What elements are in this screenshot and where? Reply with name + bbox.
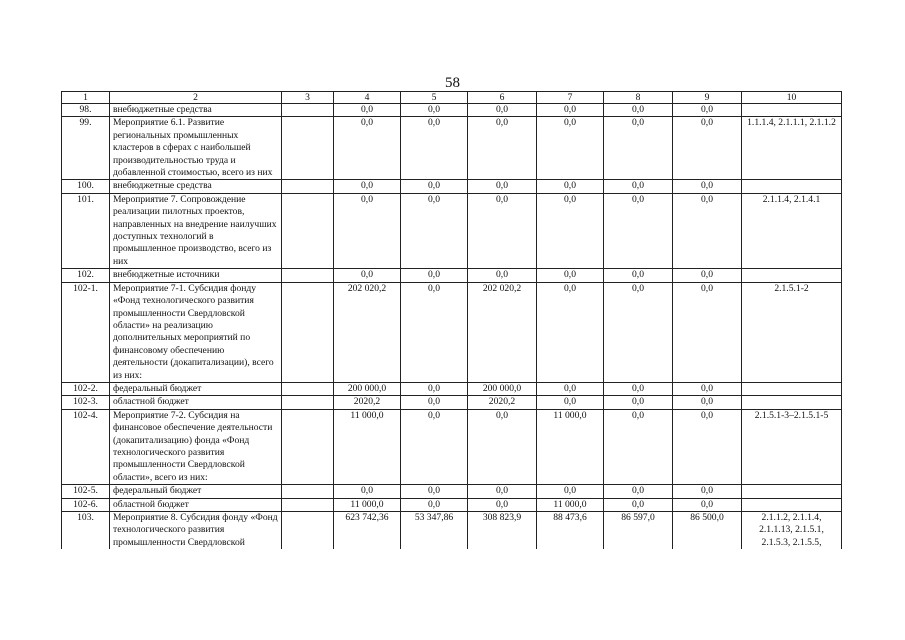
cell-col8: 0,0 xyxy=(604,498,673,511)
cell-col4: 0,0 xyxy=(334,193,401,268)
cell-col5: 0,0 xyxy=(401,180,468,193)
cell-col3 xyxy=(282,180,334,193)
table-row xyxy=(62,104,842,117)
cell-col3 xyxy=(282,104,334,117)
row-number: 102-4. xyxy=(62,409,110,484)
cell-col3 xyxy=(282,485,334,498)
cell-col3 xyxy=(282,512,334,550)
cell-col4: 0,0 xyxy=(334,104,401,117)
cell-col6: 0,0 xyxy=(468,498,537,511)
cell-col6: 0,0 xyxy=(468,180,537,193)
cell-col5: 0,0 xyxy=(401,382,468,395)
cell-col7: 0,0 xyxy=(537,104,604,117)
row-number: 99. xyxy=(62,117,110,180)
cell-col10 xyxy=(742,396,842,409)
cell-col10 xyxy=(742,104,842,117)
cell-col9: 0,0 xyxy=(673,396,742,409)
cell-col9: 0,0 xyxy=(673,180,742,193)
cell-col4: 0,0 xyxy=(334,485,401,498)
row-name: внебюджетные средства xyxy=(110,104,282,117)
cell-col9: 0,0 xyxy=(673,498,742,511)
cell-col6: 0,0 xyxy=(468,269,537,282)
page-number: 58 xyxy=(445,75,460,91)
cell-col9: 0,0 xyxy=(673,117,742,180)
table-row xyxy=(62,180,842,193)
cell-col10: 2.1.5.1-2 xyxy=(742,282,842,382)
cell-col7: 11 000,0 xyxy=(537,498,604,511)
row-name: областной бюджет xyxy=(110,498,282,511)
cell-col3 xyxy=(282,409,334,484)
cell-col9: 0,0 xyxy=(673,409,742,484)
cell-col6: 308 823,9 xyxy=(468,512,537,550)
cell-col7: 0,0 xyxy=(537,180,604,193)
cell-col8: 0,0 xyxy=(604,269,673,282)
table-row xyxy=(62,117,842,180)
cell-col9: 0,0 xyxy=(673,282,742,382)
cell-col6: 0,0 xyxy=(468,409,537,484)
cell-col8: 0,0 xyxy=(604,409,673,484)
cell-col4: 0,0 xyxy=(334,180,401,193)
table-row xyxy=(62,193,842,268)
row-name: федеральный бюджет xyxy=(110,485,282,498)
cell-col9: 86 500,0 xyxy=(673,512,742,550)
row-name: Мероприятие 7-2. Субсидия на финансовое обеспечение деятельности (докапитализацию) фонда «Фонд технологического развития промышленности Свердловской области», всего из них: xyxy=(110,409,282,484)
row-number: 102-5. xyxy=(62,485,110,498)
cell-col5: 0,0 xyxy=(401,193,468,268)
cell-col10 xyxy=(742,269,842,282)
cell-col6: 2020,2 xyxy=(468,396,537,409)
row-number: 102-2. xyxy=(62,382,110,395)
column-header: 2 xyxy=(110,92,282,104)
column-header: 3 xyxy=(282,92,334,104)
cell-col8: 0,0 xyxy=(604,282,673,382)
row-name: Мероприятие 7. Сопровождение реализации пилотных проектов, направленных на внедрение наилучших доступных технологий в промышленное производство, всего из них xyxy=(110,193,282,268)
cell-col7: 0,0 xyxy=(537,485,604,498)
row-name: Мероприятие 7-1. Субсидия фонду «Фонд технологического развития промышленности Свердловской области» на реализацию дополнительных мероприятий по финансовому обеспечению деятельности (докапитализации), всего из них: xyxy=(110,282,282,382)
column-header: 7 xyxy=(537,92,604,104)
cell-col5: 0,0 xyxy=(401,396,468,409)
cell-col7: 11 000,0 xyxy=(537,409,604,484)
row-number: 100. xyxy=(62,180,110,193)
row-name: федеральный бюджет xyxy=(110,382,282,395)
column-header: 4 xyxy=(334,92,401,104)
cell-col9: 0,0 xyxy=(673,104,742,117)
cell-col5: 53 347,86 xyxy=(401,512,468,550)
row-number: 98. xyxy=(62,104,110,117)
cell-col9: 0,0 xyxy=(673,485,742,498)
column-header: 9 xyxy=(673,92,742,104)
cell-col4: 202 020,2 xyxy=(334,282,401,382)
cell-col4: 0,0 xyxy=(334,117,401,180)
cell-col3 xyxy=(282,498,334,511)
cell-col3 xyxy=(282,382,334,395)
table-row xyxy=(62,409,842,484)
cell-col10: 1.1.1.4, 2.1.1.1, 2.1.1.2 xyxy=(742,117,842,180)
cell-col5: 0,0 xyxy=(401,269,468,282)
cell-col8: 0,0 xyxy=(604,485,673,498)
cell-col10 xyxy=(742,180,842,193)
cell-col5: 0,0 xyxy=(401,104,468,117)
cell-col8: 0,0 xyxy=(604,193,673,268)
cell-col9: 0,0 xyxy=(673,193,742,268)
column-header: 5 xyxy=(401,92,468,104)
row-number: 102. xyxy=(62,269,110,282)
row-name: внебюджетные источники xyxy=(110,269,282,282)
cell-col8: 0,0 xyxy=(604,180,673,193)
cell-col4: 11 000,0 xyxy=(334,409,401,484)
row-number: 102-6. xyxy=(62,498,110,511)
cell-col7: 0,0 xyxy=(537,269,604,282)
row-number: 103. xyxy=(62,512,110,550)
cell-col4: 0,0 xyxy=(334,269,401,282)
cell-col5: 0,0 xyxy=(401,409,468,484)
cell-col6: 0,0 xyxy=(468,193,537,268)
table-row xyxy=(62,269,842,282)
row-number: 102-3. xyxy=(62,396,110,409)
cell-col7: 0,0 xyxy=(537,193,604,268)
column-header: 10 xyxy=(742,92,842,104)
table-row xyxy=(62,498,842,511)
row-name: Мероприятие 6.1. Развитие региональных промышленных кластеров в сферах с наибольшей производительностью труда и добавленной стоимостью, всего из них xyxy=(110,117,282,180)
budget-table xyxy=(61,91,842,549)
cell-col10: 2.1.1.2, 2.1.1.4, 2.1.1.13, 2.1.5.1, 2.1.5.3, 2.1.5.5, xyxy=(742,512,842,550)
cell-col3 xyxy=(282,117,334,180)
cell-col6: 200 000,0 xyxy=(468,382,537,395)
cell-col10 xyxy=(742,498,842,511)
cell-col3 xyxy=(282,396,334,409)
cell-col3 xyxy=(282,282,334,382)
row-name: областной бюджет xyxy=(110,396,282,409)
cell-col9: 0,0 xyxy=(673,382,742,395)
cell-col10: 2.1.5.1-3–2.1.5.1-5 xyxy=(742,409,842,484)
cell-col8: 0,0 xyxy=(604,117,673,180)
table-row xyxy=(62,512,842,550)
cell-col4: 11 000,0 xyxy=(334,498,401,511)
cell-col7: 0,0 xyxy=(537,282,604,382)
table-row xyxy=(62,282,842,382)
cell-col6: 202 020,2 xyxy=(468,282,537,382)
column-header: 8 xyxy=(604,92,673,104)
cell-col5: 0,0 xyxy=(401,485,468,498)
cell-col3 xyxy=(282,269,334,282)
header-row xyxy=(62,92,842,104)
cell-col7: 0,0 xyxy=(537,382,604,395)
cell-col7: 0,0 xyxy=(537,396,604,409)
cell-col5: 0,0 xyxy=(401,282,468,382)
cell-col6: 0,0 xyxy=(468,485,537,498)
row-number: 102-1. xyxy=(62,282,110,382)
cell-col8: 0,0 xyxy=(604,382,673,395)
row-number: 101. xyxy=(62,193,110,268)
cell-col5: 0,0 xyxy=(401,498,468,511)
column-header: 1 xyxy=(62,92,110,104)
cell-col4: 623 742,36 xyxy=(334,512,401,550)
row-name: Мероприятие 8. Субсидия фонду «Фонд технологического развития промышленности Свердловской xyxy=(110,512,282,550)
cell-col6: 0,0 xyxy=(468,117,537,180)
cell-col10 xyxy=(742,485,842,498)
cell-col3 xyxy=(282,193,334,268)
cell-col9: 0,0 xyxy=(673,269,742,282)
row-name: внебюджетные средства xyxy=(110,180,282,193)
cell-col4: 200 000,0 xyxy=(334,382,401,395)
cell-col4: 2020,2 xyxy=(334,396,401,409)
table-row xyxy=(62,382,842,395)
cell-col5: 0,0 xyxy=(401,117,468,180)
cell-col8: 0,0 xyxy=(604,396,673,409)
cell-col7: 0,0 xyxy=(537,117,604,180)
cell-col10 xyxy=(742,382,842,395)
cell-col7: 88 473,6 xyxy=(537,512,604,550)
cell-col8: 86 597,0 xyxy=(604,512,673,550)
cell-col8: 0,0 xyxy=(604,104,673,117)
table-row xyxy=(62,396,842,409)
table-row xyxy=(62,485,842,498)
cell-col6: 0,0 xyxy=(468,104,537,117)
column-header: 6 xyxy=(468,92,537,104)
cell-col10: 2.1.1.4, 2.1.4.1 xyxy=(742,193,842,268)
